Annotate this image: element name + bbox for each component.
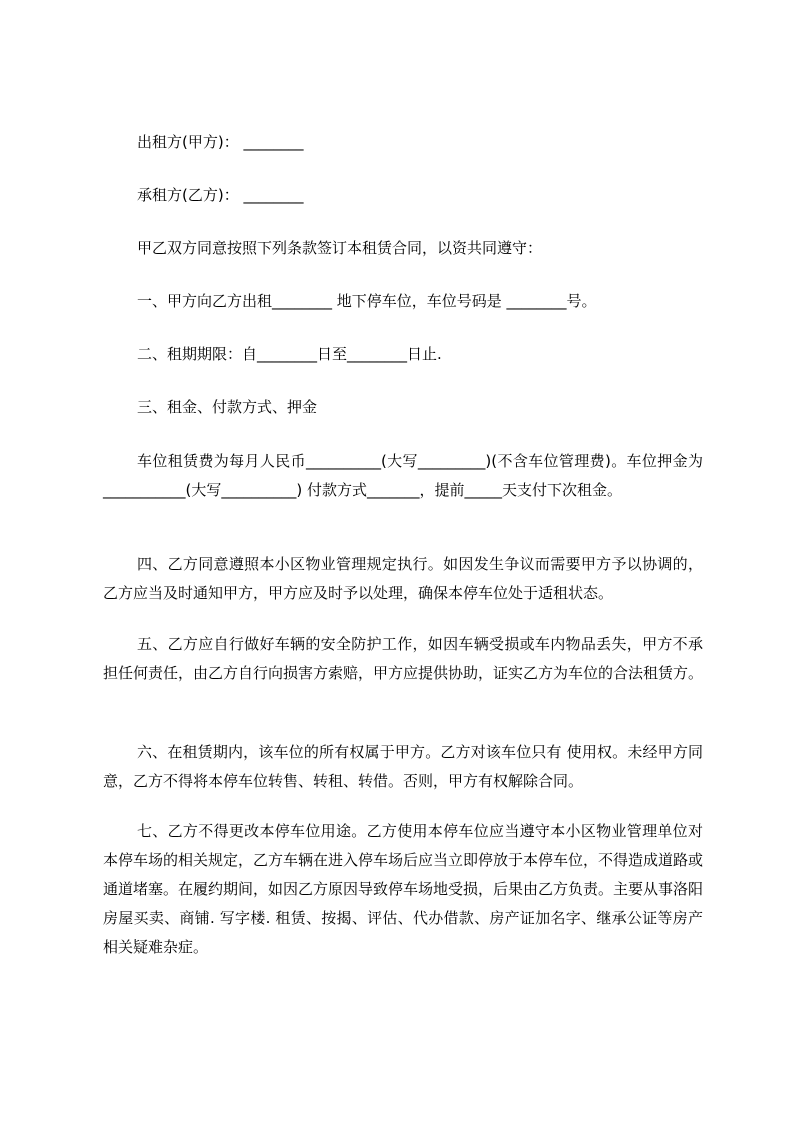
lessee-line: 承租方(乙方)： ________: [137, 186, 304, 204]
clause-7: 七、乙方不得更改本停车位用途。乙方使用本停车位应当遵守本小区物业管理单位对本停车场的相关规定，乙方车辆在进入停车场后应当立即停放于本停车位，不得造成道路或通道堵塞。在履约期间，如因乙方原因导致停车场地受损，后果由乙方负责。主要从事洛阳房屋买卖、商铺. 写字楼. 租赁、按揭、评估、代办借款、房产证加名字、继承公证等房产相关疑难杂症。: [103, 822, 704, 956]
clause-6: 六、在租赁期内，该车位的所有权属于甲方。乙方对该车位只有 使用权。未经甲方同意，乙方不得将本停车位转售、转租、转借。否则，甲方有权解除合同。: [103, 743, 703, 790]
clause-3-body: 车位租赁费为每月人民币__________(大写_________)(不含车位管理费)。车位押金为___________(大写__________) 付款方式_______，提前_____天支付下次租金。: [103, 452, 703, 499]
clause-2: 二、租期期限：自________日至________日止.: [137, 345, 442, 363]
clause-5: 五、乙方应自行做好车辆的安全防护工作，如因车辆受损或车内物品丢失，甲方不承担任何责任，由乙方自行向损害方索赔，甲方应提供协助，证实乙方为车位的合法租赁方。: [103, 635, 704, 682]
clause-1: 一、甲方向乙方出租________ 地下停车位，车位号码是 ________号。: [137, 292, 597, 310]
clause-4: 四、乙方同意遵照本小区物业管理规定执行。如因发生争议而需要甲方予以协调的，乙方应当及时通知甲方，甲方应及时予以处理，确保本停车位处于适租状态。: [103, 555, 703, 602]
lessor-line: 出租方(甲方)： ________: [137, 133, 304, 151]
clause-3-title: 三、租金、付款方式、押金: [137, 398, 318, 416]
intro-line: 甲乙双方同意按照下列条款签订本租赁合同，以资共同遵守：: [137, 239, 543, 257]
